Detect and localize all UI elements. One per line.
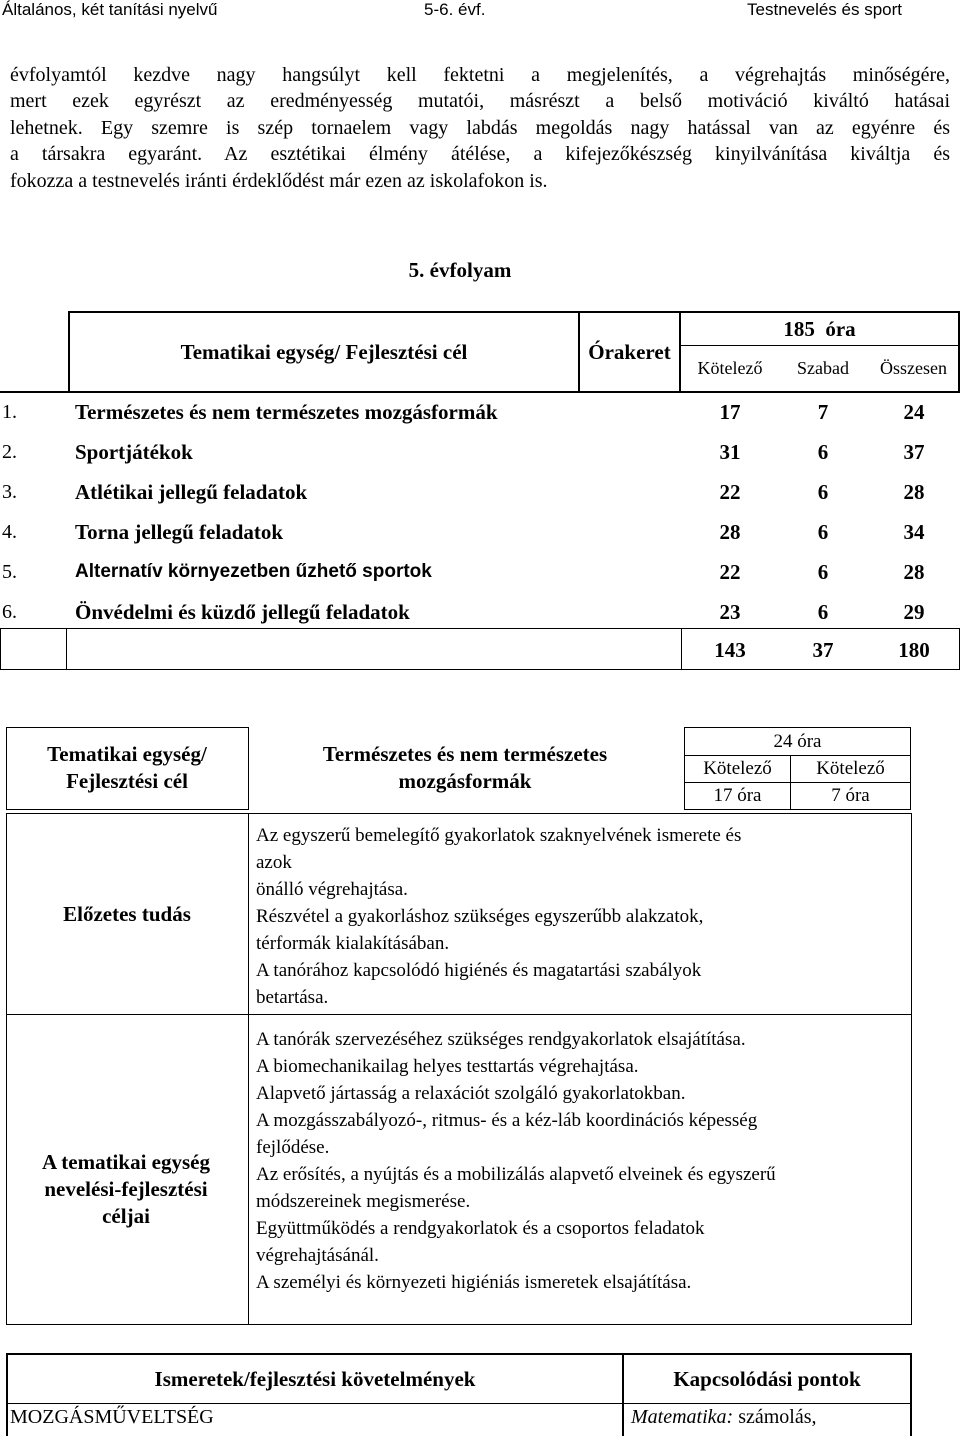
prior-line: azok [256, 852, 292, 873]
unit-hours-value-1: 17 óra [713, 785, 762, 806]
row-total: 24 [903, 400, 925, 424]
goals-line: A mozgásszabályozó-, ritmus- és a kéz-láb koordinációs képesség [256, 1110, 758, 1131]
row-topic: Torna jellegű feladatok [75, 520, 284, 544]
row-number: 2. [2, 441, 17, 463]
row-total: 37 [903, 440, 925, 464]
col-topic-header: Tematikai egység/ Fejlesztési cél [180, 339, 468, 364]
year-title: 5. évfolyam [408, 258, 512, 282]
prior-line: Az egyszerű bemelegítő gyakorlatok szaknyelvének ismerete és [256, 825, 742, 846]
prior-line: önálló végrehajtása. [256, 879, 408, 900]
row-number: 1. [2, 401, 17, 423]
intro-paragraph [10, 62, 950, 194]
row-mandatory: 23 [719, 600, 741, 624]
row-free: 6 [817, 520, 829, 544]
unit-hours-label-2: Kötelező [816, 758, 885, 779]
sum-free: 37 [812, 638, 834, 662]
intro-line: évfolyamtól kezdve nagy hangsúlyt kell fektetni a megjelenítés, a végrehajtás minőségére, [10, 64, 950, 86]
sub-mandatory-header: Kötelező [697, 357, 763, 378]
subject-italic: Matematika: [631, 1406, 734, 1428]
intro-line: mert ezek egyrészt az eredményesség mutatói, másrészt a belső motiváció kiváltó hatásai [10, 90, 950, 113]
goals-label: A tematikai egység nevelési-fejlesztési céljai [42, 1150, 210, 1228]
prior-line: A tanórához kapcsolódó higiénés és magatartási szabályok [256, 960, 702, 981]
row-free: 7 [817, 400, 829, 424]
prior-line: Részvétel a gyakorláshoz szükséges egyszerűbb alakzatok, [256, 906, 704, 927]
row-mandatory: 22 [719, 480, 741, 504]
row-free: 6 [817, 600, 829, 624]
sub-free-header: Szabad [797, 357, 849, 378]
unit-hours-label-1: Kötelező [703, 758, 772, 779]
row-mandatory: 22 [719, 560, 741, 584]
intro-line: fokozza a testnevelés iránti érdeklődést már ezen az iskolafokon is. [10, 169, 548, 192]
row-mandatory: 28 [719, 520, 741, 544]
row-topic: Sportjátékok [75, 440, 193, 464]
bottom-col2-header: Kapcsolódási pontok [673, 1366, 861, 1391]
header-right: Testnevelés és sport [747, 0, 902, 19]
bottom-col1-first: MOZGÁSMŰVELTSÉG [10, 1406, 214, 1428]
intro-line: lehetnek. Egy szemre is szép tornaelem vagy labdás megoldás nagy hatással van az egyénre és [10, 116, 950, 139]
row-number: 5. [2, 561, 17, 583]
row-total: 28 [903, 560, 925, 584]
goals-line: A biomechanikailag helyes testtartás végrehajtása. [256, 1056, 639, 1077]
row-topic: Önvédelmi és küzdő jellegű feladatok [75, 600, 410, 624]
row-free: 6 [817, 440, 829, 464]
row-free: 6 [817, 560, 829, 584]
prior-knowledge-label: Előzetes tudás [63, 901, 191, 926]
sum-total: 180 [898, 638, 930, 662]
goals-line: Együttműködés a rendgyakorlatok és a csoportos feladatok [256, 1218, 705, 1239]
row-mandatory: 17 [719, 400, 741, 424]
col-hours-header: Órakeret [588, 339, 671, 364]
goals-line: Az erősítés, a nyújtás és a mobilizálás alapvető elveinek és egyszerű [256, 1164, 776, 1185]
header-center: 5-6. évf. [424, 0, 486, 19]
unit-topic-name: Természetes és nem természetes mozgásformák [322, 742, 608, 793]
unit-topic-label: Tematikai egység/ Fejlesztési cél [47, 742, 207, 793]
row-number: 6. [2, 601, 17, 623]
row-number: 4. [2, 521, 17, 543]
header-left: Általános, két tanítási nyelvű [2, 0, 218, 19]
row-total: 34 [903, 520, 925, 544]
goals-line: A tanórák szervezéséhez szükséges rendgyakorlatok elsajátítása. [256, 1029, 746, 1050]
row-topic: Alternatív környezetben űzhető sportok [75, 561, 432, 582]
prior-line: betartása. [256, 987, 329, 1008]
sub-total-header: Összesen [880, 357, 947, 378]
row-mandatory: 31 [719, 440, 741, 464]
goals-text [256, 1026, 906, 1296]
goals-line: módszereinek megismerése. [256, 1191, 471, 1212]
goals-line: Alapvető jártasság a relaxációt szolgáló gyakorlatokban. [256, 1083, 686, 1104]
bottom-col1-header: Ismeretek/fejlesztési követelmények [154, 1366, 476, 1391]
row-free: 6 [817, 480, 829, 504]
row-number: 3. [2, 481, 17, 503]
unit-hours-value-2: 7 óra [831, 785, 870, 806]
total-hours-header: 185 óra [783, 316, 856, 341]
sum-mandatory: 143 [714, 638, 746, 662]
goals-line: végrehajtásánál. [256, 1245, 379, 1266]
goals-line: fejlődése. [256, 1137, 330, 1158]
unit-hours-total: 24 óra [773, 730, 822, 752]
prior-knowledge-text [256, 822, 906, 1011]
prior-line: térformák kialakításában. [256, 933, 450, 954]
bottom-col2-first [631, 1406, 817, 1429]
row-topic: Atlétikai jellegű feladatok [75, 480, 308, 504]
subject-rest: számolás, [733, 1406, 817, 1428]
intro-line: a társakra egyaránt. Az esztétikai élmény átélése, a kifejezőkészség kinyilvánítása kiváltja és [10, 143, 950, 166]
goals-line: A személyi és környezeti higiéniás ismeretek elsajátítása. [256, 1272, 692, 1293]
row-total: 29 [903, 600, 925, 624]
row-total: 28 [903, 480, 925, 504]
row-topic: Természetes és nem természetes mozgásformák [75, 400, 498, 424]
